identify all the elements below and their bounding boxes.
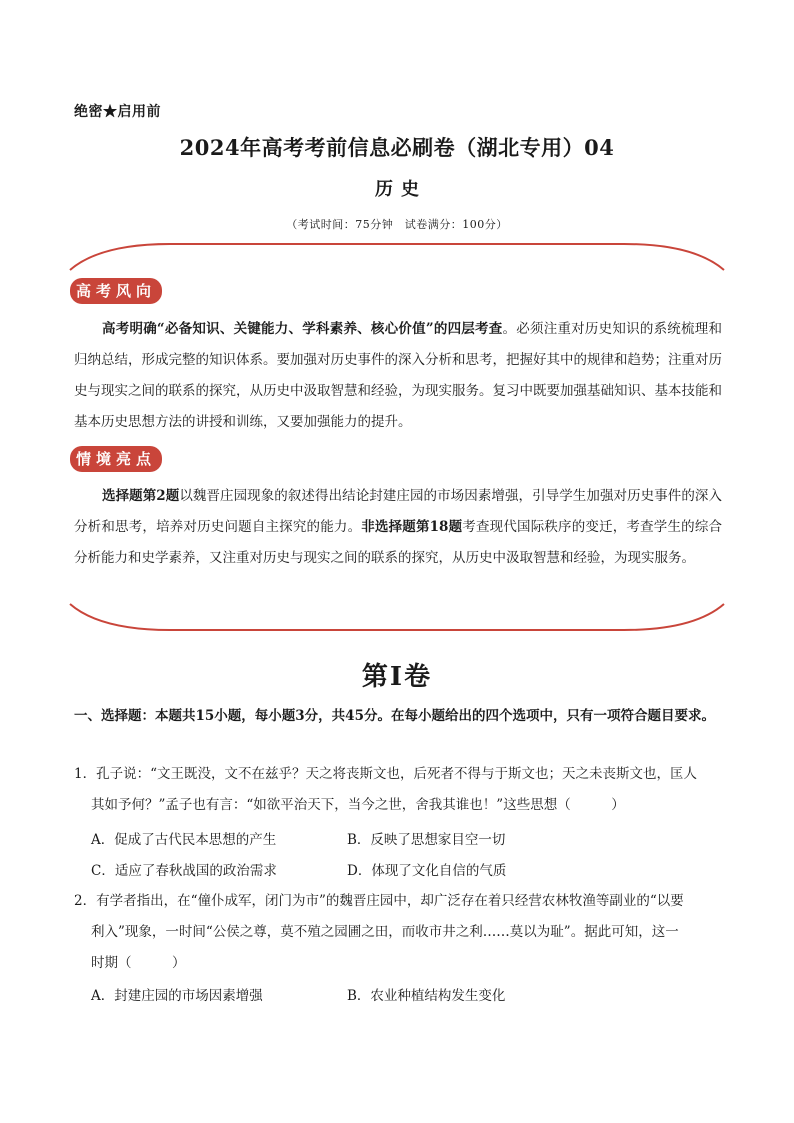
- question-2-option-a[interactable]: A．封建庄园的市场因素增强: [91, 988, 263, 1004]
- para2-run: 非选择题第18题: [361, 519, 463, 535]
- badge-trend-label: 高考风向: [70, 278, 162, 304]
- para1-run: 高考明确“必备知识、关键能力、学科素养、核心价值”的四层考查: [102, 321, 503, 337]
- question-1-option-a[interactable]: A．促成了古代民本思想的产生: [91, 832, 277, 848]
- badge-highlight-label: 情境亮点: [70, 446, 162, 472]
- paper-title: 2024年高考考前信息必刷卷（湖北专用）04: [179, 135, 615, 160]
- box-bottom-border: [60, 602, 734, 632]
- trend-paragraph: [74, 314, 722, 438]
- question-1-line-2: 其如予何？”孟子也有言：“如欲平治天下，当今之世，舍我其谁也！”这些思想（ ）: [91, 797, 625, 813]
- question-1-line-1: 1．孔子说：“文王既没，文不在兹乎？天之将丧斯文也，后死者不得与于斯文也；天之未丧斯文也，匡人: [74, 766, 697, 782]
- question-1-option-c[interactable]: C．适应了春秋战国的政治需求: [91, 863, 277, 879]
- badge-highlight: [70, 446, 162, 472]
- para2-run: 以魏晋庄园现象的叙述得出结论封建庄园的市场因素增强，引导学生加强对历史事件的深入分析和思考，培养对历史问题自主探究的能力。: [74, 488, 722, 535]
- box-top-border: [60, 242, 734, 272]
- para1-run: 。必须注重对历史知识的系统梳理和归纳总结，形成完整的知识体系。要加强对历史事件的深入分析和思考，把握好其中的规律和趋势；注重对历史与现实之间的联系的探究，从历史中汲取智慧和经验，为现实服务。复习中既要加强基础知识、基本技能和基本历史思想方法的讲授和训练，又要加强能力的提升。: [74, 321, 723, 430]
- question-1-option-b[interactable]: B．反映了思想家目空一切: [347, 832, 506, 848]
- para2-run: 考查现代国际秩序的变迁，考查学生的综合分析能力和史学素养，又注重对历史与现实之间的联系的探究，从历史中汲取智慧和经验，为现实服务。: [74, 519, 723, 566]
- question-1-option-d[interactable]: D．体现了文化自信的气质: [347, 863, 507, 879]
- para2-run: 选择题第2题: [102, 488, 180, 504]
- question-2-line-3: 时期（ ）: [91, 955, 186, 971]
- question-2-line-2: 利入”现象，一时间“公侯之尊，莫不殖之园圃之田，而收市井之利……莫以为耻”。据此可知，这一: [91, 924, 679, 940]
- highlight-paragraph: [74, 481, 722, 574]
- volume-title: 第Ⅰ卷: [361, 662, 433, 692]
- secret-mark: 绝密★启用前: [74, 104, 161, 120]
- question-2-line-1: 2．有学者指出，在“僮仆成军，闭门为市”的魏晋庄园中，却广泛存在着只经营农林牧渔等副业的“以要: [74, 893, 684, 909]
- question-2: [74, 889, 734, 1019]
- question-2-option-b[interactable]: B．农业种植结构发生变化: [347, 988, 506, 1004]
- badge-trend: [70, 278, 162, 304]
- exam-info: （考试时间：75分钟 试卷满分：100分）: [286, 218, 508, 231]
- section-heading: 一、选择题：本题共15小题，每小题3分，共45分。在每小题给出的四个选项中，只有一项符合题目要求。: [74, 708, 715, 724]
- question-1: [74, 762, 734, 892]
- subject-title: 历史: [375, 179, 427, 200]
